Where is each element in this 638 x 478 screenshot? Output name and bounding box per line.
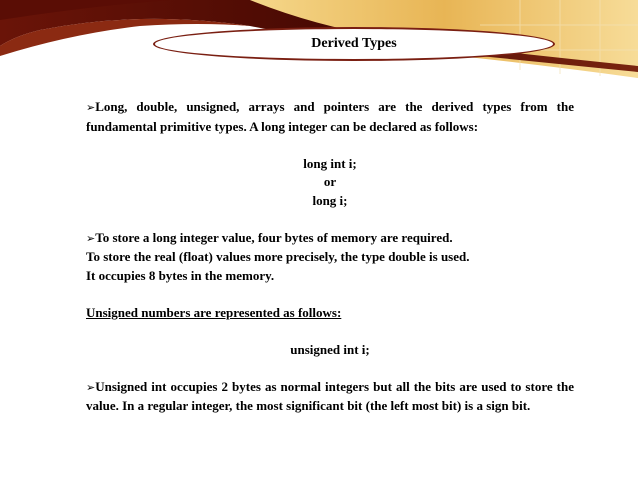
code-or: or — [323, 174, 337, 189]
code-long-int: long int i; — [303, 155, 357, 171]
arrow-bullet-icon: ➢ — [86, 380, 96, 394]
arrow-bullet-icon: ➢ — [86, 101, 96, 114]
title-ellipse — [153, 27, 555, 61]
paragraph-unsigned — [86, 378, 574, 416]
paragraph-double: To store the real (float) values more precisely, the type double is used. — [86, 249, 470, 264]
slide-title: Derived Types — [311, 36, 397, 51]
paragraph-derived-types — [86, 98, 574, 136]
unsigned-heading: Unsigned numbers are represented as follows: — [86, 304, 342, 320]
arrow-bullet-icon: ➢ — [86, 231, 96, 245]
code-long: long i; — [312, 192, 348, 208]
paragraph-long-bytes — [86, 229, 574, 249]
paragraph-text: Unsigned int occupies 2 bytes as normal integers but all the bits are used to store the value. In a regular integer, the most significant bit (the left most bit) is a sign bit. — [86, 378, 574, 413]
paragraph-double-bytes: It occupies 8 bytes in the memory. — [86, 267, 275, 283]
code-unsigned-int: unsigned int i; — [290, 341, 370, 357]
paragraph-text: To store a long integer value, four bytes of memory are required. — [95, 229, 453, 245]
paragraph-text: Long, double, unsigned, arrays and pointers are the derived types from the fundamental primitive types. A long integer can be declared as follows: — [86, 99, 574, 134]
slide-body — [86, 98, 574, 416]
